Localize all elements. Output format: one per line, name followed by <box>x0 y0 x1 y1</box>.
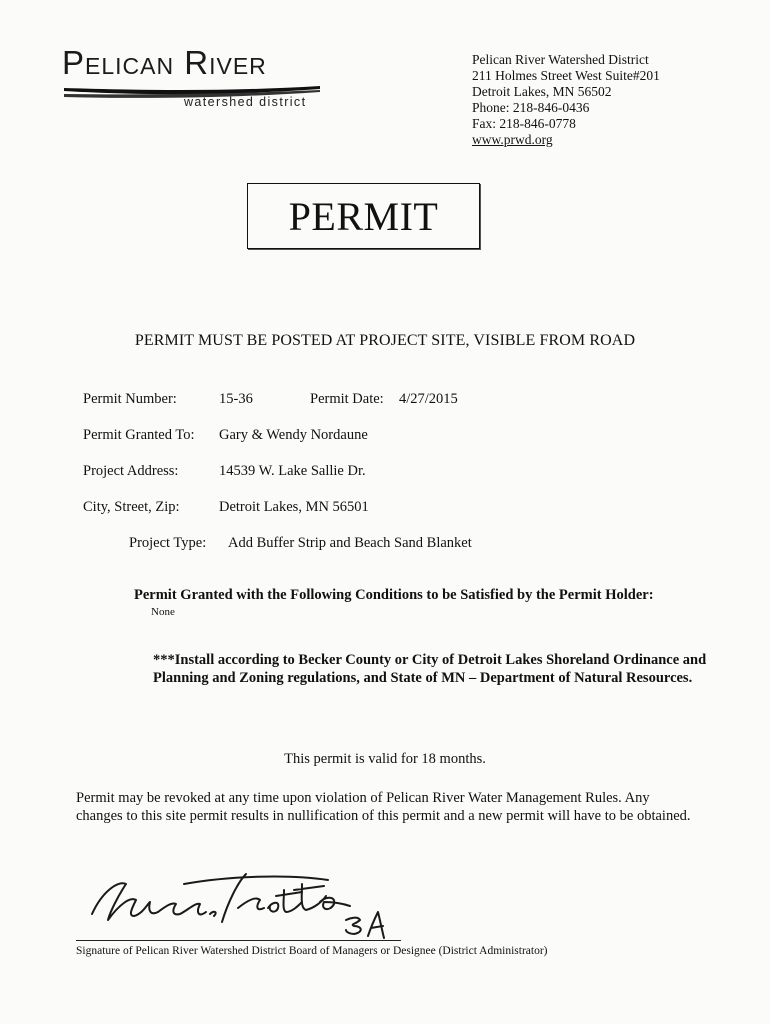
granted-to-label: Permit Granted To: <box>83 427 195 443</box>
install-note: ***Install according to Becker County or City of Detroit Lakes Shoreland Ordinance and Planning and Zoning regulations, and State of MN – Department of Natural Resources. <box>153 652 707 686</box>
project-type-value: Add Buffer Strip and Beach Sand Blanket <box>228 535 472 551</box>
permit-title-box <box>247 183 480 249</box>
conditions-value: None <box>151 606 175 618</box>
revocation-statement: Permit may be revoked at any time upon violation of Pelican River Water Management Rules. Any changes to this site permit results in nullification of this permit and a new permit will have to be obtained. <box>76 790 691 824</box>
office-website-link[interactable]: www.prwd.org <box>472 132 553 147</box>
office-name: Pelican River Watershed District <box>472 52 649 67</box>
city-value: Detroit Lakes, MN 56501 <box>219 499 369 515</box>
permit-date-label: Permit Date: <box>310 391 384 407</box>
office-city: Detroit Lakes, MN 56502 <box>472 84 612 99</box>
office-address-block <box>472 52 660 148</box>
logo-name-text: Pelican River <box>62 44 267 81</box>
project-address-value: 14539 W. Lake Sallie Dr. <box>219 463 366 479</box>
logo-wordmark <box>62 44 267 82</box>
office-street: 211 Holmes Street West Suite#201 <box>472 68 660 83</box>
granted-to-value: Gary & Wendy Nordaune <box>219 427 368 443</box>
office-phone: Phone: 218-846-0436 <box>472 100 590 115</box>
conditions-heading: Permit Granted with the Following Conditions to be Satisfied by the Permit Holder: <box>134 587 654 603</box>
handwritten-signature <box>88 862 398 942</box>
permit-date-value: 4/27/2015 <box>399 391 458 407</box>
signature-line <box>76 940 401 941</box>
validity-statement: This permit is valid for 18 months. <box>284 751 486 767</box>
project-address-label: Project Address: <box>83 463 179 479</box>
permit-number-value: 15-36 <box>219 391 253 407</box>
office-fax: Fax: 218-846-0778 <box>472 116 576 131</box>
city-label: City, Street, Zip: <box>83 499 180 515</box>
logo-subtitle: watershed district <box>184 95 307 109</box>
project-type-label: Project Type: <box>129 535 207 551</box>
signature-caption: Signature of Pelican River Watershed District Board of Managers or Designee (District Administrator) <box>76 945 548 957</box>
permit-number-label: Permit Number: <box>83 391 177 407</box>
posting-notice: PERMIT MUST BE POSTED AT PROJECT SITE, VISIBLE FROM ROAD <box>134 332 636 349</box>
permit-title: PERMIT <box>288 193 439 239</box>
